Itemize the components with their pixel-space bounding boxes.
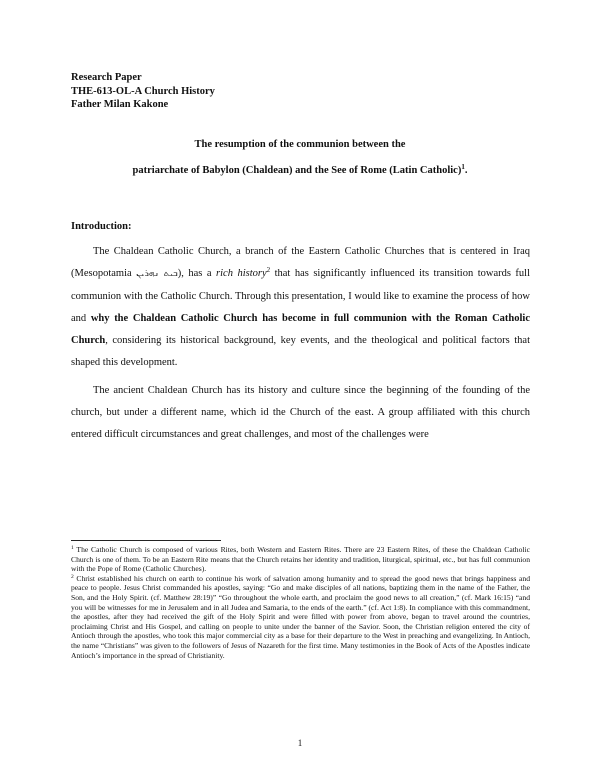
course-code: THE-613-OL-A Church History bbox=[71, 85, 215, 97]
text-run: ), has a bbox=[177, 268, 217, 280]
document-header bbox=[71, 71, 215, 112]
paragraph-1 bbox=[71, 241, 530, 375]
syriac-script: ܒܝܬ ܢܗܪܝܢ bbox=[136, 269, 178, 280]
header-label: Research Paper bbox=[71, 72, 142, 83]
title-line-2 bbox=[60, 165, 540, 176]
footnote-separator bbox=[71, 540, 221, 541]
text-run: that has significantly influenced its transition towards full communion with the Catholic Church. Through this presentation, I would like to examine the process of how and bbox=[71, 268, 531, 324]
footnote-2 bbox=[71, 574, 530, 660]
italic-phrase: rich history bbox=[216, 268, 267, 280]
bold-phrase: why the Chaldean Catholic Church has become in full communion with the Roman Catholic Church bbox=[71, 312, 530, 347]
title-text: patriarchate of Babylon (Chaldean) and the See of Rome (Latin Catholic) bbox=[132, 165, 462, 176]
footnote-mark: 1 bbox=[71, 545, 74, 551]
text-run: , considering its historical background, key events, and the theological and political factors that shaped this development. bbox=[71, 335, 530, 369]
author-name: Father Milan Kakone bbox=[71, 99, 169, 110]
section-heading: Introduction: bbox=[71, 221, 132, 232]
footnote-ref[interactable]: 2 bbox=[266, 266, 271, 275]
paragraph-2: The ancient Chaldean Church has its history and culture since the beginning of the founding of the church, but under a different name, which id the Church of the east. A group affiliated with this church entered difficult circumstances and great challenges, and most of the challenges were bbox=[71, 384, 530, 441]
title-footnote-ref[interactable]: 1 bbox=[461, 163, 465, 171]
footnote-text: Christ established his church on earth to continue his work of salvation among humanity and to spread the good news that brings happiness and peace to people. Jesus Christ commanded his apostles, saying: “Go and make disciples of all nations, baptizing them in the name of the Father, the Son, and the Holy Spirit. (cf. Matthew 28:19)” “Go throughout the whole earth, and proclaim the good news to all creation,” (cf. Mark 16:15) “and you will be witnesses for me in Jerusalem and in all Judea and Samaria, to the ends of the earth.” (cf. Act 1:8). In compliance with this commandment, the apostles, after they had received the gift of the Holy Spirit and were filled with power from above, began to travel around the countries, proclaiming Christ and His Gospel, and calling on people to unite under the banner of the Savior. Soon, the Christian religion entered the city of Antioch through the apostles, who took this major commercial city as a base for their departure to the West in preaching and evangelizing. In Antioch, the name “Christians” was given to the followers of Jesus of Nazareth for the first time. Many testimonies in the Book of Acts of the Apostles indicate Antioch’s importance in the spread of Christianity. bbox=[71, 573, 530, 660]
footnote-mark: 2 bbox=[71, 573, 74, 580]
footnote-text: The Catholic Church is composed of various Rites, both Western and Eastern Rites. There are 23 Eastern Rites, of these the Chaldean Catholic Church is one of them. To be an Eastern Rite means that the Church retains her identity and tradition, liturgical, spiritual, etc., but has full communion with the Pope of Rome (Catholic Churches). bbox=[71, 545, 530, 574]
footnotes bbox=[71, 545, 530, 660]
title-end: . bbox=[464, 165, 468, 176]
text-run: The Chaldean Catholic Church, a branch of the Eastern Catholic Churches that is centered in Iraq (Mesopotamia bbox=[71, 246, 530, 280]
footnote-1 bbox=[71, 545, 530, 574]
body-text bbox=[71, 241, 530, 452]
page-number: 1 bbox=[297, 738, 303, 748]
title-line-1: The resumption of the communion between the bbox=[194, 139, 406, 150]
